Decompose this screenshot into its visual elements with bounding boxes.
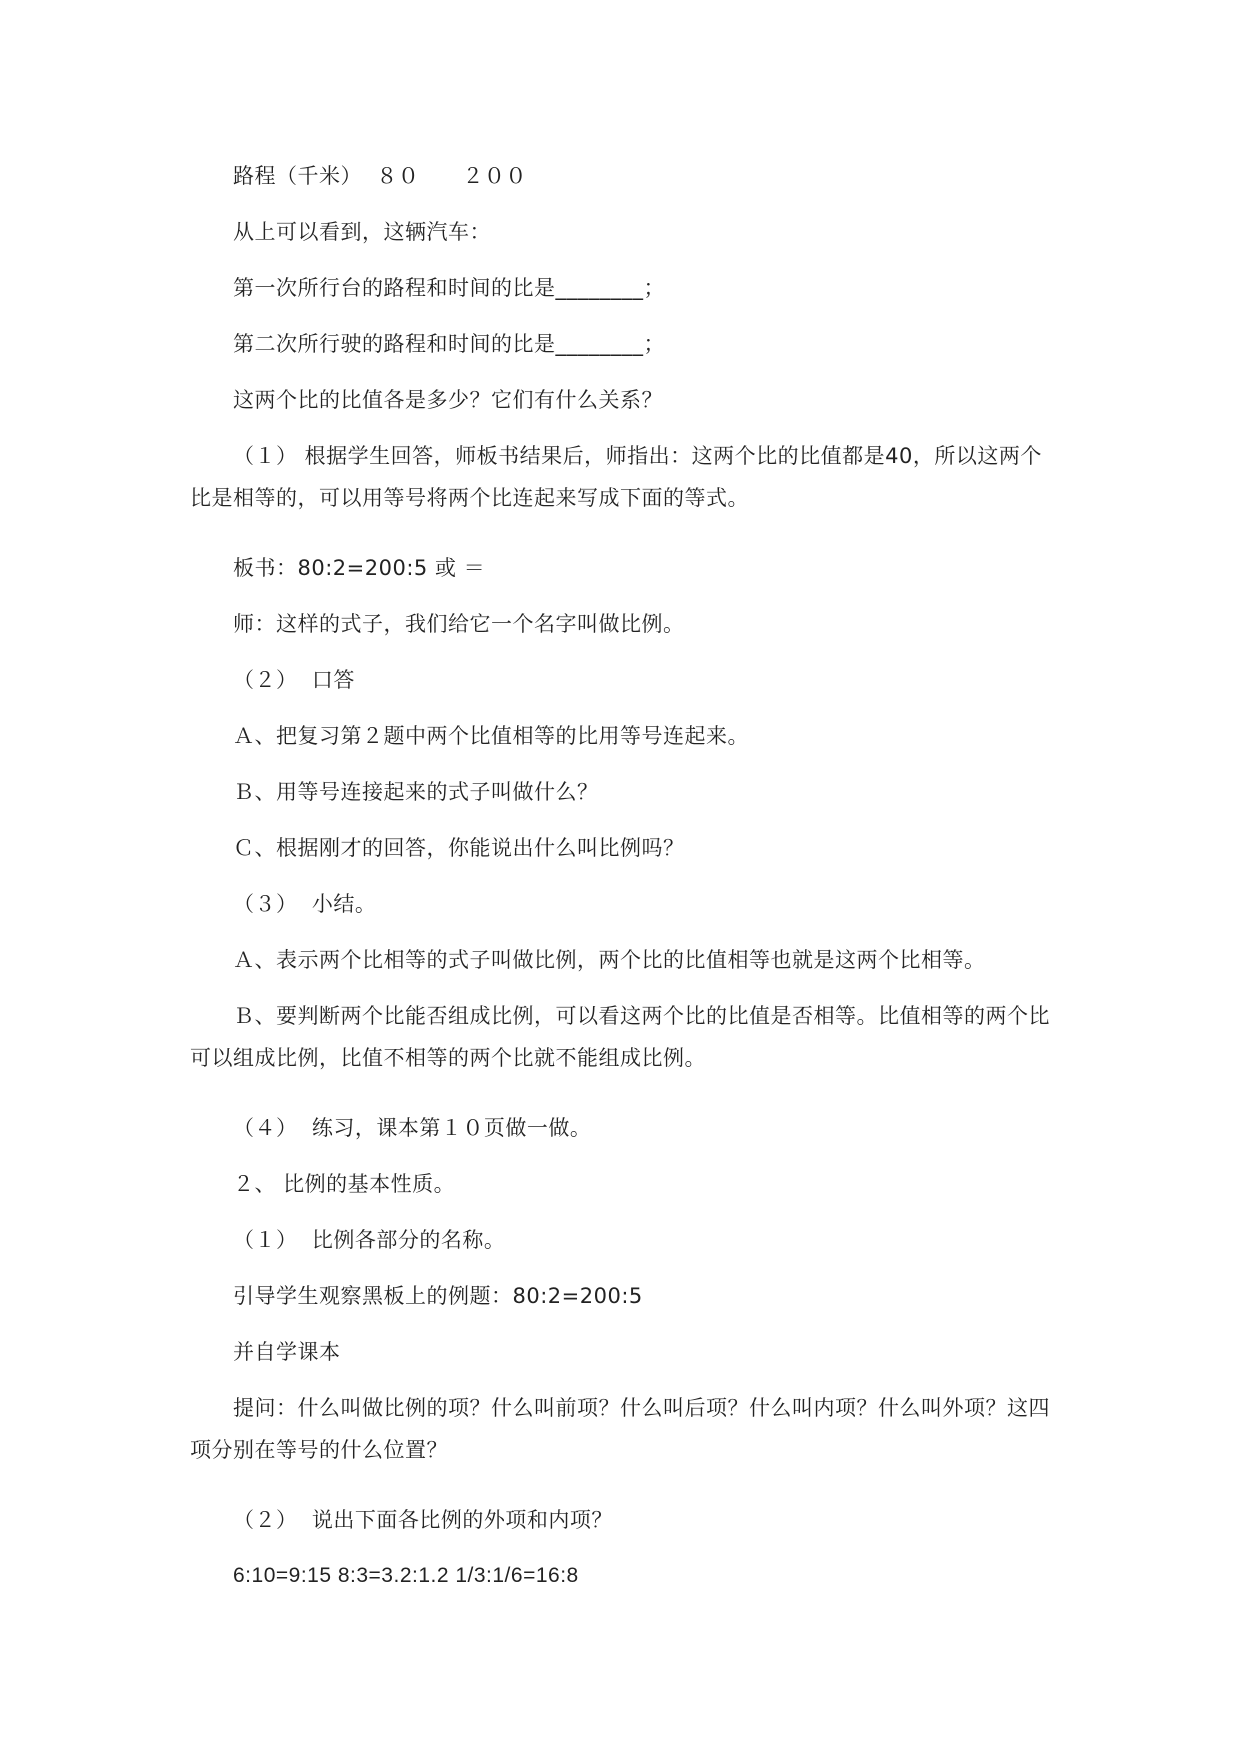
text-line-first-ratio: 第一次所行台的路程和时间的比是________； <box>233 276 665 300</box>
text-line-example-guide: 引导学生观察黑板上的例题：80:2=200:5 <box>233 1284 643 1308</box>
text-line-item-b: Ｂ、用等号连接起来的式子叫做什么？ <box>233 780 599 804</box>
text-line-item-a: Ａ、把复习第２题中两个比值相等的比用等号连起来。 <box>233 724 749 748</box>
text-paragraph-point-1: （１） 根据学生回答，师板书结果后，师指出：这两个比的比值都是40，所以这两个比是相等的，可以用等号将两个比连起来写成下面的等式。 <box>190 444 1042 510</box>
text-line-proportion-examples: 6:10=9:15 8:3=3.2:1.2 1/3:1/6=16:8 <box>233 1564 579 1587</box>
text-line-section-2-point-2: （２） 说出下面各比例的外项和内项？ <box>233 1508 613 1532</box>
text-line-intro: 从上可以看到，这辆汽车： <box>233 220 491 244</box>
text-line-teacher-definition: 师：这样的式子，我们给它一个名字叫做比例。 <box>233 612 685 636</box>
text-line-section-2-heading: ２、 比例的基本性质。 <box>233 1172 456 1196</box>
text-line-point-3-heading: （３） 小结。 <box>233 892 377 916</box>
text-line-point-2-heading: （２） 口答 <box>233 668 355 692</box>
text-line-second-ratio: 第二次所行驶的路程和时间的比是________； <box>233 332 665 356</box>
text-line-summary-a: Ａ、表示两个比相等的式子叫做比例，两个比的比值相等也就是这两个比相等。 <box>233 948 986 972</box>
text-line-question: 这两个比的比值各是多少？它们有什么关系？ <box>233 388 663 412</box>
text-line-self-study: 并自学课本 <box>233 1340 341 1364</box>
text-paragraph-questions: 提问：什么叫做比例的项？什么叫前项？什么叫后项？什么叫内项？什么叫外项？这四项分别在等号的什么位置？ <box>190 1396 1050 1462</box>
text-line-distance-row: 路程（千米） ８０ ２００ <box>233 164 527 188</box>
text-line-point-4-exercise: （４） 练习，课本第１０页做一做。 <box>233 1116 592 1140</box>
text-line-section-2-point-1: （１） 比例各部分的名称。 <box>233 1228 506 1252</box>
text-line-board-writing: 板书：80:2=200:5 或 ＝ <box>233 556 486 580</box>
text-line-item-c: Ｃ、根据刚才的回答，你能说出什么叫比例吗？ <box>233 836 685 860</box>
text-paragraph-summary-b: Ｂ、要判断两个比能否组成比例，可以看这两个比的比值是否相等。比值相等的两个比可以组成比例，比值不相等的两个比就不能组成比例。 <box>190 1004 1050 1070</box>
